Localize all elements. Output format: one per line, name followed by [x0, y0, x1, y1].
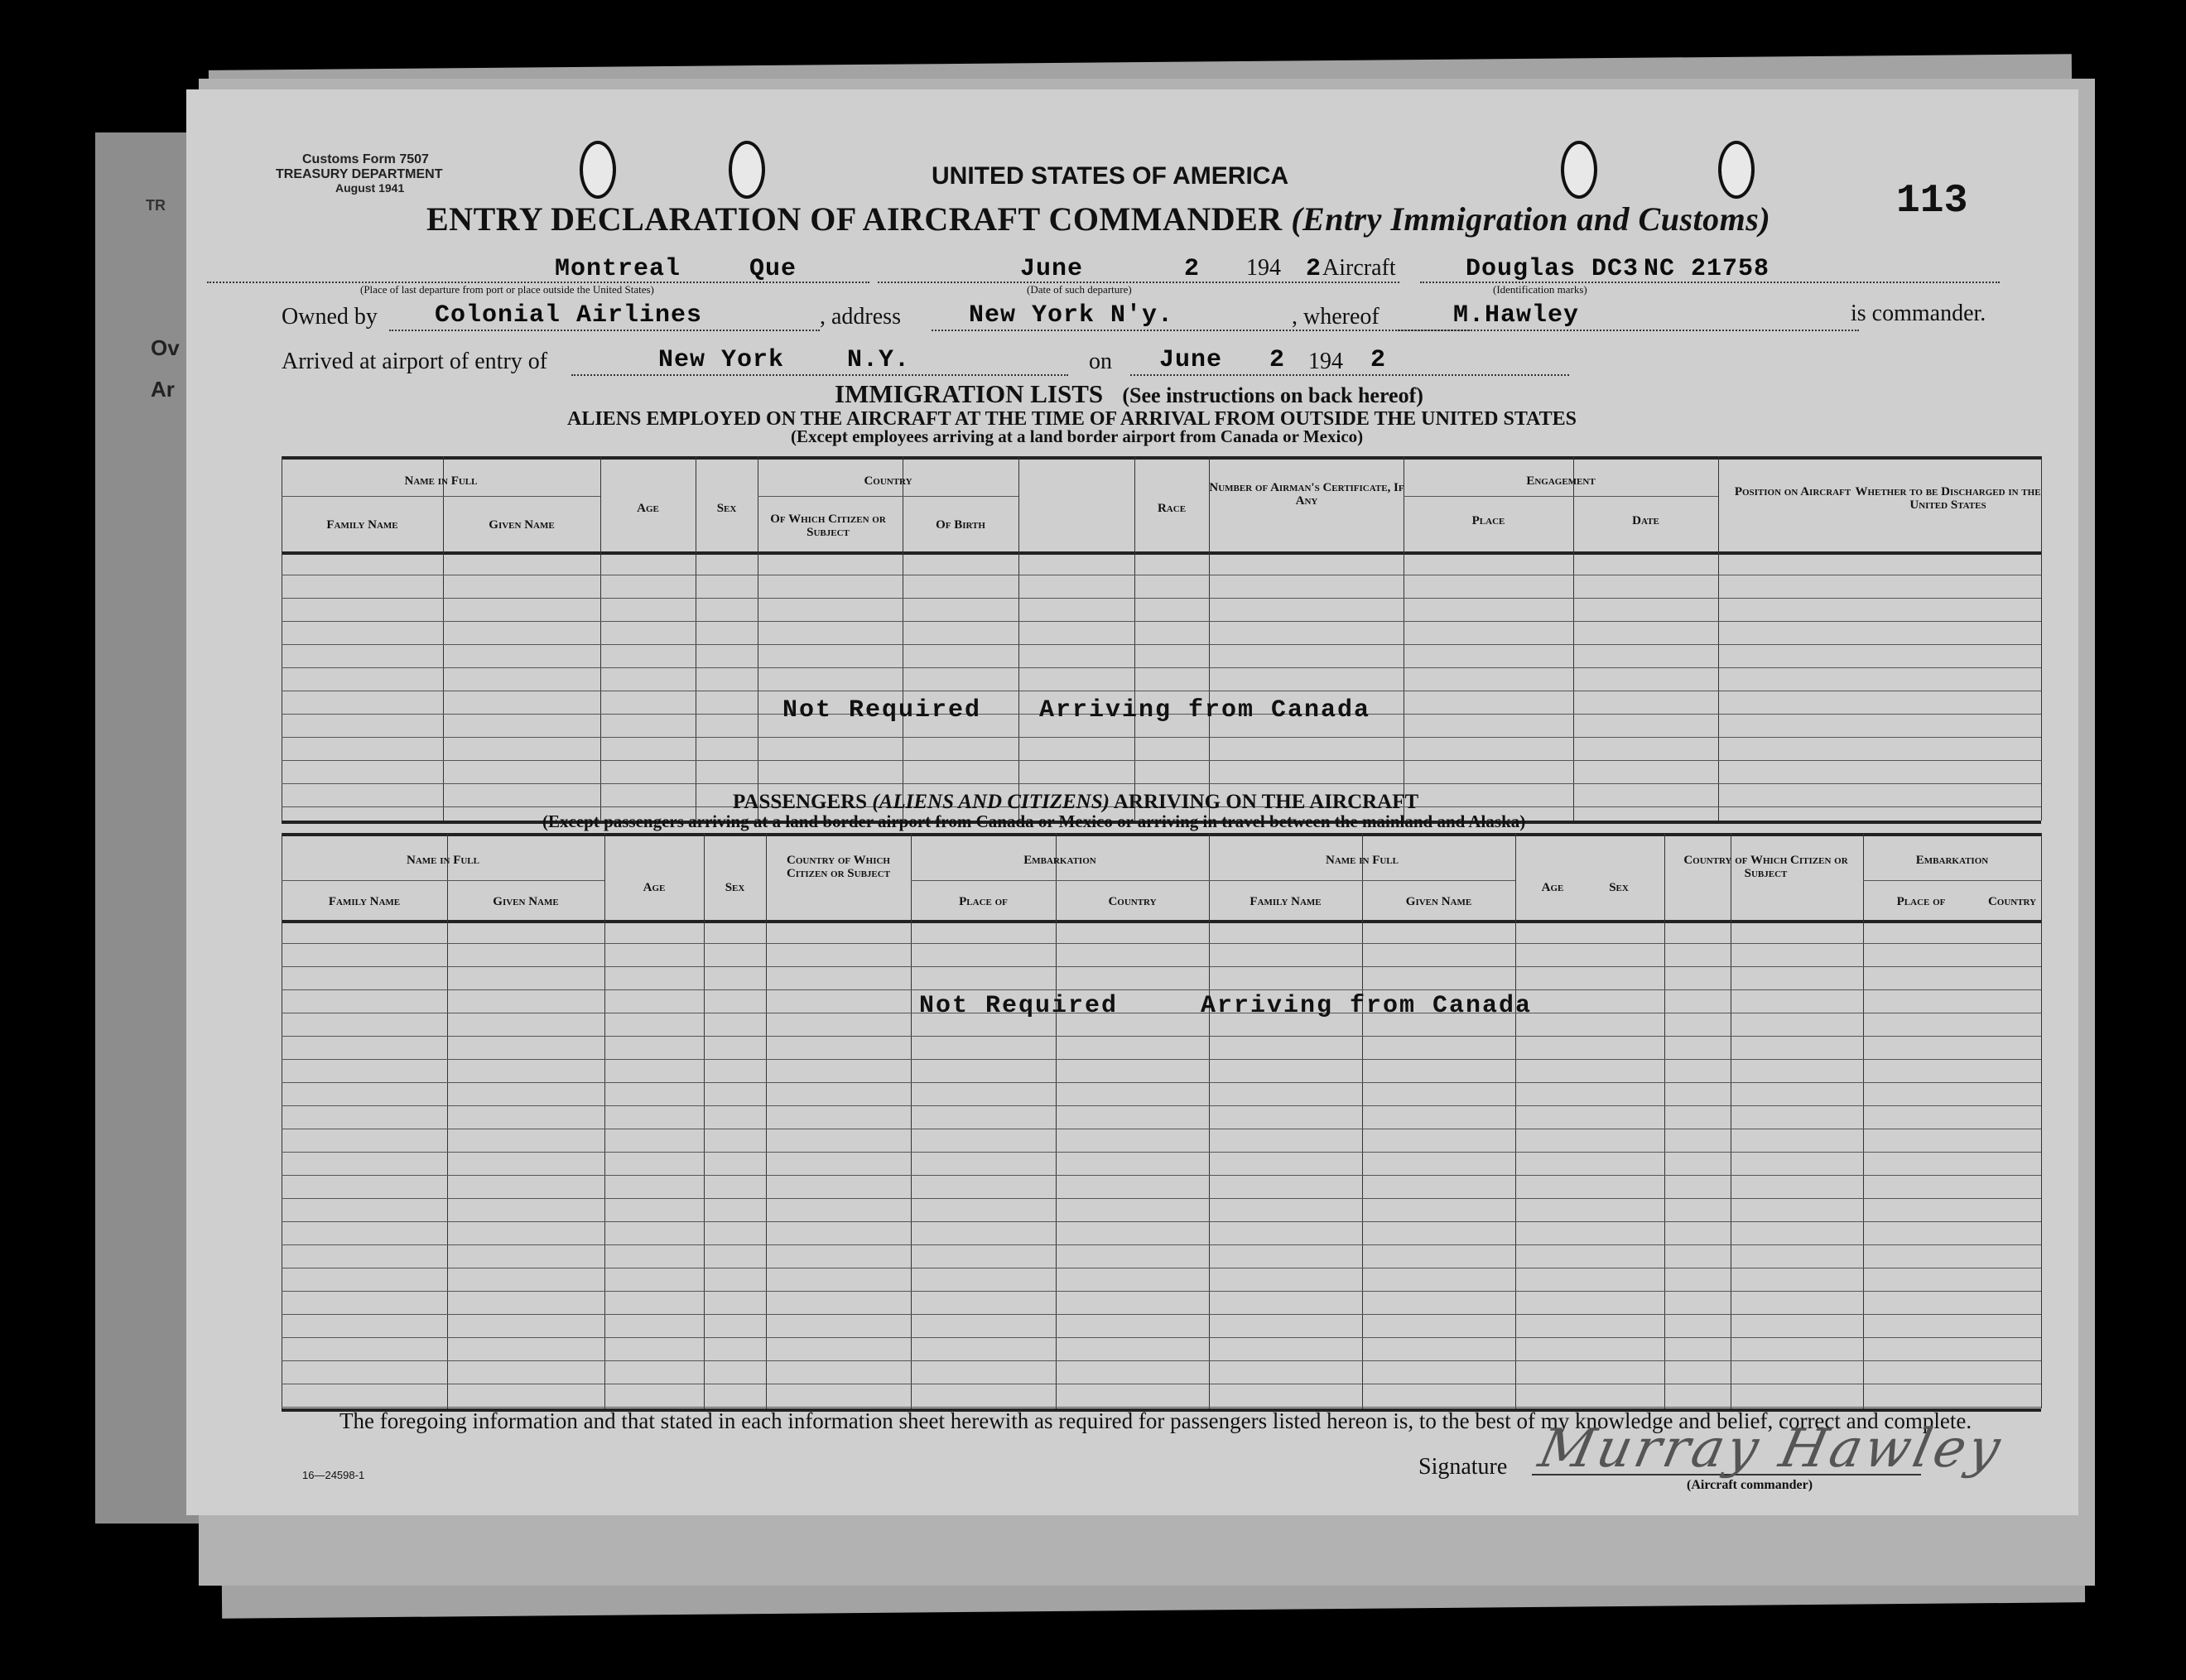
header-sex: Sex	[716, 502, 737, 515]
on-label: on	[1089, 349, 1112, 374]
subheader-rule	[1863, 880, 2041, 881]
caption-place: (Place of last departure from port or place outside the United States)	[360, 283, 654, 296]
certification-statement: The foregoing information and that stated in each information sheet herewith as required for passengers listed hereon is, to the best of my knowledge and belief, correct and complete.	[339, 1408, 1972, 1433]
arrival-year-prefix: 194	[1308, 349, 1343, 374]
aircraft-type: Douglas DC3	[1466, 255, 1640, 283]
department: TREASURY DEPARTMENT	[276, 167, 443, 181]
table-row	[282, 667, 2041, 668]
punch-hole	[1718, 141, 1755, 199]
print-code: 16—24598-1	[302, 1469, 365, 1481]
country-heading: UNITED STATES OF AMERICA	[932, 162, 1289, 190]
table-row	[282, 598, 2041, 599]
header-family-name-2: Family Name	[1249, 895, 1322, 908]
arrival-year-suffix: 2	[1370, 346, 1387, 374]
header-family-name: Family Name	[326, 518, 398, 532]
table-row	[282, 644, 2041, 645]
table-top-rule	[282, 456, 2041, 460]
table-row	[282, 943, 2041, 944]
owned-by-label: Owned by	[282, 304, 378, 330]
aircraft-ident: NC 21758	[1644, 255, 1770, 283]
form-sheet	[186, 89, 2078, 1515]
passengers-heading-text: PASSENGERS	[733, 791, 868, 813]
punch-hole	[580, 141, 616, 199]
column-rule	[704, 833, 705, 1408]
header-embarkation-2: Embarkation	[1915, 854, 1989, 867]
table-row	[282, 1105, 2041, 1106]
passengers-heading-rest: ARRIVING ON THE AIRCRAFT	[1113, 791, 1419, 813]
commander: M.Hawley	[1453, 301, 1580, 330]
arrival-date: June 2	[1159, 346, 1286, 374]
header-position: Position on Aircraft	[1734, 485, 1851, 498]
passengers-stamp-not-required	[919, 992, 1118, 1020]
departure-place: Montreal	[555, 255, 681, 283]
header-family-name: Family Name	[328, 895, 401, 908]
stamp-not-required: Not Required	[919, 992, 1119, 1020]
column-rule	[1664, 833, 1665, 1408]
year-suffix: 2	[1306, 255, 1322, 283]
whereof-label: , whereof	[1292, 304, 1379, 330]
arrived-label: Arrived at airport of entry of	[282, 349, 548, 374]
subheader-rule	[282, 496, 600, 497]
table-row	[282, 1244, 2041, 1245]
departure-province: Que	[749, 255, 797, 283]
table-row	[282, 1175, 2041, 1176]
aliens-stamp-not-required	[782, 696, 981, 724]
passengers-stamp-arriving	[1201, 992, 1532, 1020]
address-label: , address	[820, 304, 901, 330]
header-place-of: Place of	[959, 895, 1008, 908]
form-title-italic: (Entry Immigration and Customs)	[1291, 200, 1771, 238]
header-date: Date	[1632, 514, 1659, 527]
immigration-sub-note: (Except employees arriving at a land border airport from Canada or Mexico)	[791, 426, 1364, 446]
arrival-airport: New York N.Y.	[658, 346, 911, 374]
column-rule	[447, 833, 448, 1408]
departure-day: 2	[1184, 255, 1201, 283]
table-header-rule	[282, 920, 2041, 923]
column-rule	[2041, 456, 2042, 821]
header-given-name-2: Given Name	[1405, 895, 1472, 908]
field-line	[389, 330, 820, 331]
owner-address: New York N'y.	[969, 301, 1174, 330]
header-sex-2: Sex	[1609, 881, 1629, 894]
header-name-in-full: Name in Full	[404, 474, 478, 488]
table-header-rule	[282, 551, 2041, 555]
header-discharged: Whether to be Discharged in the United States	[1855, 485, 2041, 512]
signature: Murray Hawley	[1534, 1418, 2009, 1480]
column-rule	[911, 833, 912, 1408]
table-row	[282, 1198, 2041, 1199]
table-row	[282, 1221, 2041, 1222]
header-name-in-full-2: Name in Full	[1325, 854, 1399, 867]
field-line	[571, 374, 1068, 376]
header-race: Race	[1157, 502, 1187, 515]
immigration-heading-note: (See instructions on back hereof)	[1122, 383, 1423, 407]
year-prefix: 194	[1246, 255, 1281, 281]
column-rule	[604, 833, 605, 1408]
form-title	[426, 200, 1770, 238]
header-country-2: Country	[1987, 895, 2037, 908]
column-rule	[1056, 833, 1057, 1408]
caption-ident: (Identification marks)	[1493, 283, 1587, 296]
column-rule	[1209, 833, 1210, 1408]
column-rule	[1515, 833, 1516, 1408]
immigration-heading	[835, 379, 1423, 409]
header-engagement: Engagement	[1526, 474, 1596, 488]
header-citizen: Country of Which Citizen or Subject	[786, 854, 891, 880]
header-name-in-full: Name in Full	[406, 854, 479, 867]
header-citizen: Of Which Citizen or Subject	[770, 513, 886, 539]
passengers-heading-italic: (ALIENS AND CITIZENS)	[872, 791, 1110, 813]
table-row	[282, 621, 2041, 622]
header-birth: Of Birth	[936, 518, 985, 532]
signature-label: Signature	[1418, 1454, 1508, 1480]
table-row	[282, 1036, 2041, 1037]
header-certificate: Number of Airman's Certificate, If Any	[1209, 481, 1404, 508]
header-sex: Sex	[725, 881, 745, 894]
column-rule	[1863, 833, 1864, 1408]
subheader-rule	[758, 496, 1018, 497]
form-title-main: ENTRY DECLARATION OF AIRCRAFT COMMANDER	[426, 200, 1283, 238]
aliens-stamp-arriving	[1039, 696, 1370, 724]
immigration-heading-text: IMMIGRATION LISTS	[835, 379, 1104, 408]
passengers-note: (Except passengers arriving at a land border airport from Canada or Mexico or arriving in travel between the mainland and Alaska)	[542, 811, 1526, 831]
stamp-arriving-from-canada: Arriving from Canada	[1201, 992, 1533, 1020]
immigration-sub: ALIENS EMPLOYED ON THE AIRCRAFT AT THE TIME OF ARRIVAL FROM OUTSIDE THE UNITED STATES	[567, 408, 1577, 430]
header-age-2: Age	[1541, 881, 1564, 894]
column-rule	[766, 833, 767, 1408]
table-row	[282, 1059, 2041, 1060]
table-row	[282, 989, 2041, 990]
stamp-arriving-from-canada: Arriving from Canada	[1039, 696, 1371, 724]
header-country: Country	[1108, 895, 1157, 908]
subheader-rule	[911, 880, 1209, 881]
header-citizen-2: Country of Which Citizen or Subject	[1683, 854, 1848, 880]
punch-hole	[1561, 141, 1597, 199]
punch-hole	[729, 141, 765, 199]
header-place: Place	[1471, 514, 1505, 527]
signature-caption: (Aircraft commander)	[1687, 1478, 1813, 1492]
aircraft-label: Aircraft	[1322, 255, 1396, 281]
header-age: Age	[637, 502, 659, 515]
form-date: August 1941	[335, 181, 405, 195]
header-age: Age	[643, 881, 666, 894]
table-row	[282, 1360, 2041, 1361]
table-row	[282, 1152, 2041, 1153]
table-row	[282, 1291, 2041, 1292]
stamp-not-required: Not Required	[782, 696, 982, 724]
table-row	[282, 1082, 2041, 1083]
column-rule	[2041, 833, 2042, 1408]
table-row	[282, 1314, 2041, 1315]
table-row	[282, 966, 2041, 967]
form-number: Customs Form 7507	[302, 152, 429, 166]
header-place-of-2: Place of	[1896, 895, 1946, 908]
edge-text-ar: Ar	[151, 377, 175, 402]
is-commander-label: is commander.	[1851, 301, 1986, 326]
table-row	[282, 737, 2041, 738]
table-top-rule	[282, 833, 2041, 836]
header-given-name: Given Name	[489, 518, 555, 532]
column-rule	[1362, 833, 1363, 1408]
header-given-name: Given Name	[493, 895, 559, 908]
header-embarkation: Embarkation	[1023, 854, 1096, 867]
owner: Colonial Airlines	[435, 301, 703, 330]
subheader-rule	[282, 880, 604, 881]
caption-date: (Date of such departure)	[1027, 283, 1132, 296]
field-line	[1130, 374, 1569, 376]
departure-month: June	[1020, 255, 1084, 283]
page-number: 113	[1896, 179, 1968, 224]
subheader-rule	[1209, 880, 1515, 881]
field-line	[1395, 330, 1859, 331]
field-line	[932, 330, 1470, 331]
table-row	[282, 1337, 2041, 1338]
passengers-table	[282, 746, 2041, 1491]
edge-text-ow: Ov	[151, 335, 180, 360]
edge-text-tr: TR	[146, 197, 166, 214]
subheader-rule	[1404, 496, 1718, 497]
header-country: Country	[864, 474, 912, 488]
